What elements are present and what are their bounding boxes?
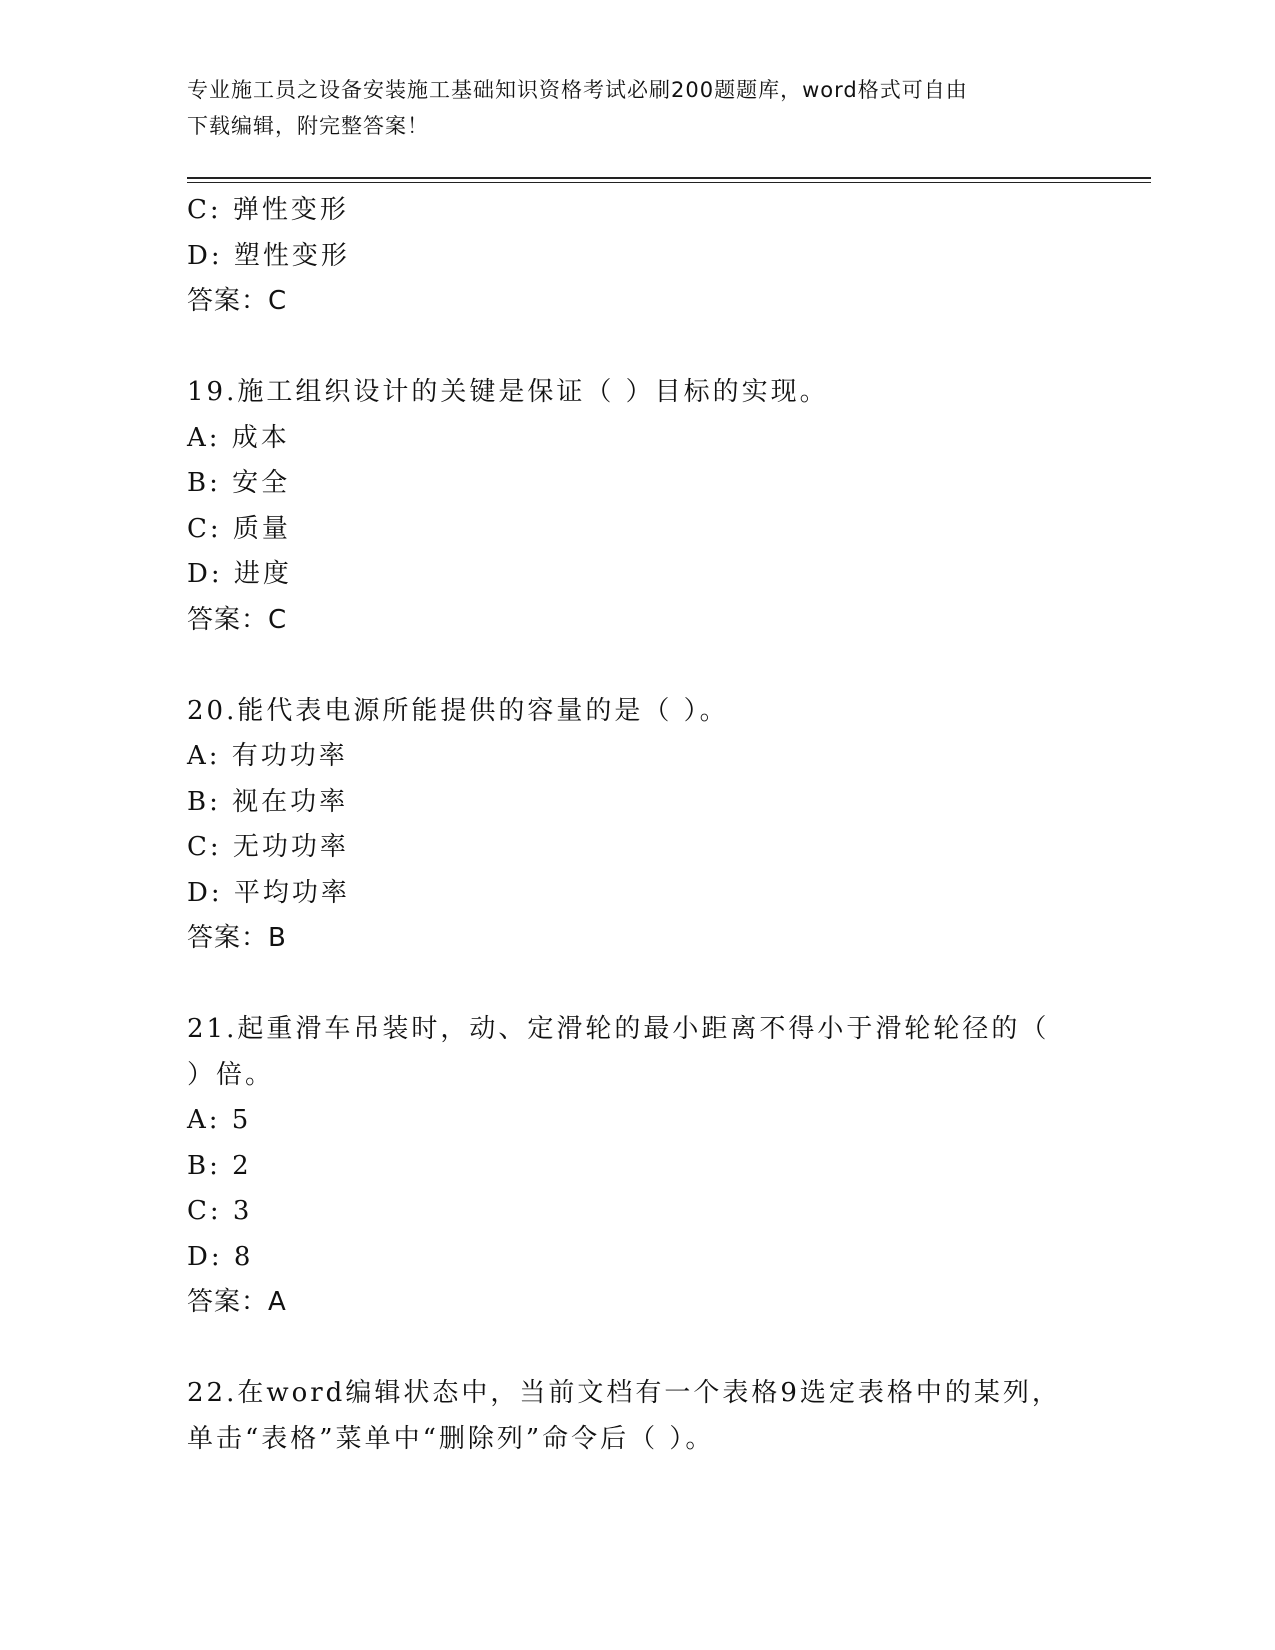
option-a: A: 有功功率 <box>187 741 348 771</box>
option-b: B: 视在功率 <box>187 786 349 817</box>
answer: 答案：B <box>187 923 287 953</box>
option-a: A: 成本 <box>187 422 290 453</box>
question-text-line-1: 22.在word编辑状态中，当前文档有一个表格9选定表格中的某列， <box>187 1378 1061 1408</box>
document-header <box>187 72 1087 144</box>
question-21 <box>187 1007 1067 1326</box>
question-list <box>187 188 1067 1462</box>
question-text: 19.施工组织设计的关键是保证（ ）目标的实现。 <box>187 377 829 407</box>
spacer <box>187 962 1067 1008</box>
option-c: C: 无功功率 <box>187 832 349 862</box>
question-text-line-2: 单击“表格”菜单中“删除列”命令后（ ）。 <box>187 1423 715 1454</box>
header-divider-thick <box>187 177 1151 179</box>
option-d: D: 进度 <box>187 559 292 589</box>
question-19 <box>187 370 1067 643</box>
header-title-line-2: 下载编辑，附完整答案！ <box>187 114 429 138</box>
question-text-line-2: ）倍。 <box>187 1059 275 1090</box>
option-c: C: 3 <box>187 1196 253 1226</box>
spacer <box>187 1326 1067 1372</box>
option-d: D: 平均功率 <box>187 877 350 908</box>
spacer <box>187 643 1067 689</box>
option-d: D: 塑性变形 <box>187 240 350 271</box>
answer: 答案：A <box>187 1287 287 1317</box>
spacer <box>187 325 1067 371</box>
question-18-tail <box>187 188 1067 325</box>
question-20 <box>187 689 1067 962</box>
question-text: 20.能代表电源所能提供的容量的是（ ）。 <box>187 695 729 726</box>
answer: 答案：C <box>187 286 288 316</box>
option-a: A: 5 <box>187 1105 252 1135</box>
option-c: C: 质量 <box>187 513 291 544</box>
option-b: B: 2 <box>187 1150 252 1181</box>
question-text-line-1: 21.起重滑车吊装时，动、定滑轮的最小距离不得小于滑轮轮径的（ <box>187 1014 1050 1044</box>
question-22 <box>187 1371 1067 1462</box>
header-divider-thin <box>187 182 1151 183</box>
option-c: C: 弹性变形 <box>187 195 349 225</box>
answer: 答案：C <box>187 604 288 635</box>
option-b: B: 安全 <box>187 468 291 498</box>
option-d: D: 8 <box>187 1241 254 1272</box>
header-title-line-1: 专业施工员之设备安装施工基础知识资格考试必刷200题题库，word格式可自由 <box>187 78 968 102</box>
